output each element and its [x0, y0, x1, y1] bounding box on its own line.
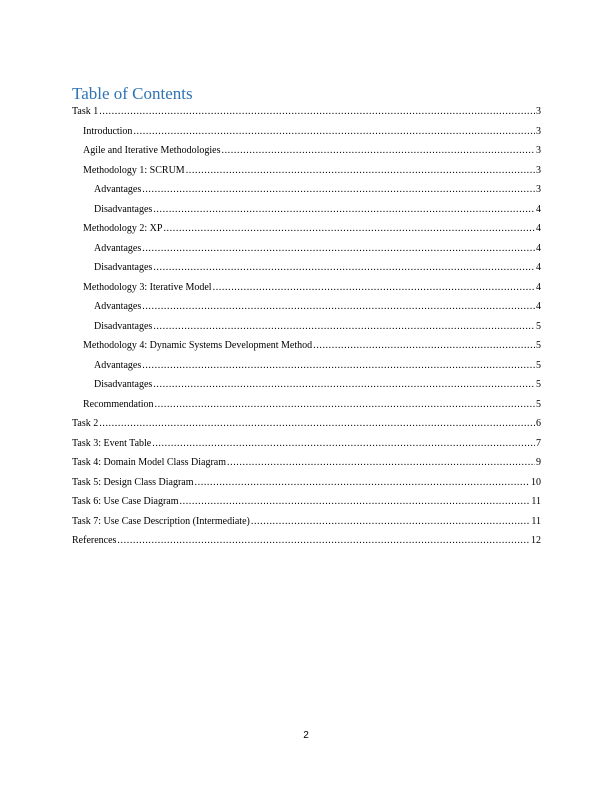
toc-title: Table of Contents — [72, 84, 193, 103]
toc-entry-page: 5 — [536, 359, 541, 371]
toc-entry-label: Task 6: Use Case Diagram — [72, 496, 179, 507]
toc-entry-label: Methodology 1: SCRUM — [83, 164, 185, 176]
toc-dot-leader — [142, 300, 535, 313]
toc-entry-label: Introduction — [83, 125, 133, 137]
toc-entry-page: 3 — [536, 125, 541, 137]
toc-entry-page: 4 — [536, 301, 541, 312]
toc-dot-leader — [133, 125, 535, 138]
toc-entry-task-5[interactable] — [72, 476, 541, 496]
toc-entry-page: 10 — [531, 476, 541, 488]
toc-entry-dsdm[interactable] — [72, 339, 541, 359]
page-number: 2 — [303, 730, 309, 741]
toc-entry-page: 6 — [536, 418, 541, 429]
toc-entry-page: 11 — [531, 515, 541, 527]
toc-entry-label: Task 7: Use Case Description (Intermediate) — [72, 515, 250, 527]
toc-entry-label: Advantages — [94, 301, 142, 312]
toc-dot-leader — [221, 144, 535, 157]
toc-entry-page: 3 — [536, 164, 541, 176]
toc-entry-agile-iterative[interactable] — [72, 144, 541, 164]
toc-dot-leader — [142, 183, 535, 196]
toc-dot-leader — [142, 359, 535, 372]
toc-entry-page: 5 — [536, 398, 541, 410]
toc-entry-page: 4 — [536, 223, 541, 234]
toc-dot-leader — [152, 437, 535, 450]
toc-entry-page: 4 — [536, 281, 541, 293]
toc-entry-task-3[interactable] — [72, 437, 541, 457]
toc-entry-recommendation[interactable] — [72, 398, 541, 418]
toc-entry-iterative-disadvantages[interactable] — [72, 320, 541, 340]
toc-entry-scrum[interactable] — [72, 164, 541, 184]
toc-entry-label: Disadvantages — [94, 320, 153, 332]
toc-entry-label: Disadvantages — [94, 262, 153, 273]
toc-entry-label: References — [72, 535, 117, 546]
toc-dot-leader — [195, 476, 530, 489]
toc-dot-leader — [251, 515, 531, 528]
toc-entry-task-6[interactable] — [72, 495, 541, 515]
toc-entry-page: 4 — [536, 203, 541, 215]
toc-entry-xp-disadvantages[interactable] — [72, 261, 541, 281]
toc-entry-label: Disadvantages — [94, 379, 153, 390]
toc-entry-references[interactable] — [72, 534, 541, 554]
toc-dot-leader — [99, 417, 535, 430]
toc-dot-leader — [99, 105, 535, 118]
toc-dot-leader — [153, 261, 535, 274]
toc-dot-leader — [180, 495, 531, 508]
toc-entry-task-1[interactable] — [72, 105, 541, 125]
toc-entry-page: 5 — [536, 340, 541, 351]
toc-entry-label: Advantages — [94, 242, 142, 254]
toc-dot-leader — [155, 398, 535, 411]
toc-entry-label: Methodology 4: Dynamic Systems Development Method — [83, 340, 313, 351]
toc-entry-label: Recommendation — [83, 398, 154, 410]
toc-dot-leader — [142, 242, 535, 255]
toc-entry-page: 5 — [536, 379, 541, 390]
toc-entry-iterative-model[interactable] — [72, 281, 541, 301]
toc-entry-label: Methodology 2: XP — [83, 223, 163, 234]
toc-dot-leader — [213, 281, 535, 294]
toc-entry-scrum-disadvantages[interactable] — [72, 203, 541, 223]
toc-entry-page: 3 — [536, 145, 541, 156]
toc-entry-page: 4 — [536, 242, 541, 254]
toc-entry-label: Methodology 3: Iterative Model — [83, 281, 212, 293]
toc-dot-leader — [117, 534, 530, 547]
toc-dot-leader — [186, 164, 535, 177]
toc-dot-leader — [227, 456, 535, 469]
toc-entry-xp[interactable] — [72, 222, 541, 242]
toc-dot-leader — [153, 203, 535, 216]
toc-entry-label: Disadvantages — [94, 203, 153, 215]
toc-entry-xp-advantages[interactable] — [72, 242, 541, 262]
toc-entry-iterative-advantages[interactable] — [72, 300, 541, 320]
toc-entry-label: Advantages — [94, 184, 142, 195]
toc-entry-task-4[interactable] — [72, 456, 541, 476]
toc-entry-introduction[interactable] — [72, 125, 541, 145]
toc-entry-label: Task 2 — [72, 418, 99, 429]
toc-entry-dsdm-disadvantages[interactable] — [72, 378, 541, 398]
toc-dot-leader — [313, 339, 535, 352]
toc-entry-label: Advantages — [94, 359, 142, 371]
toc-entry-label: Agile and Iterative Methodologies — [83, 145, 221, 156]
toc-entry-label: Task 4: Domain Model Class Diagram — [72, 457, 226, 468]
toc-dot-leader — [153, 378, 535, 391]
table-of-contents — [72, 105, 541, 554]
toc-entry-label: Task 3: Event Table — [72, 437, 152, 449]
toc-entry-page: 9 — [536, 457, 541, 468]
toc-entry-scrum-advantages[interactable] — [72, 183, 541, 203]
toc-entry-task-2[interactable] — [72, 417, 541, 437]
toc-entry-page: 7 — [536, 437, 541, 449]
toc-entry-page: 5 — [536, 320, 541, 332]
toc-entry-label: Task 5: Design Class Diagram — [72, 476, 194, 488]
toc-dot-leader — [163, 222, 535, 235]
toc-dot-leader — [153, 320, 535, 333]
toc-entry-dsdm-advantages[interactable] — [72, 359, 541, 379]
toc-entry-page: 12 — [531, 535, 541, 546]
toc-entry-label: Task 1 — [72, 106, 99, 117]
toc-entry-page: 3 — [536, 184, 541, 195]
toc-entry-page: 3 — [536, 106, 541, 117]
toc-entry-page: 4 — [536, 262, 541, 273]
toc-entry-page: 11 — [531, 496, 541, 507]
toc-entry-task-7[interactable] — [72, 515, 541, 535]
